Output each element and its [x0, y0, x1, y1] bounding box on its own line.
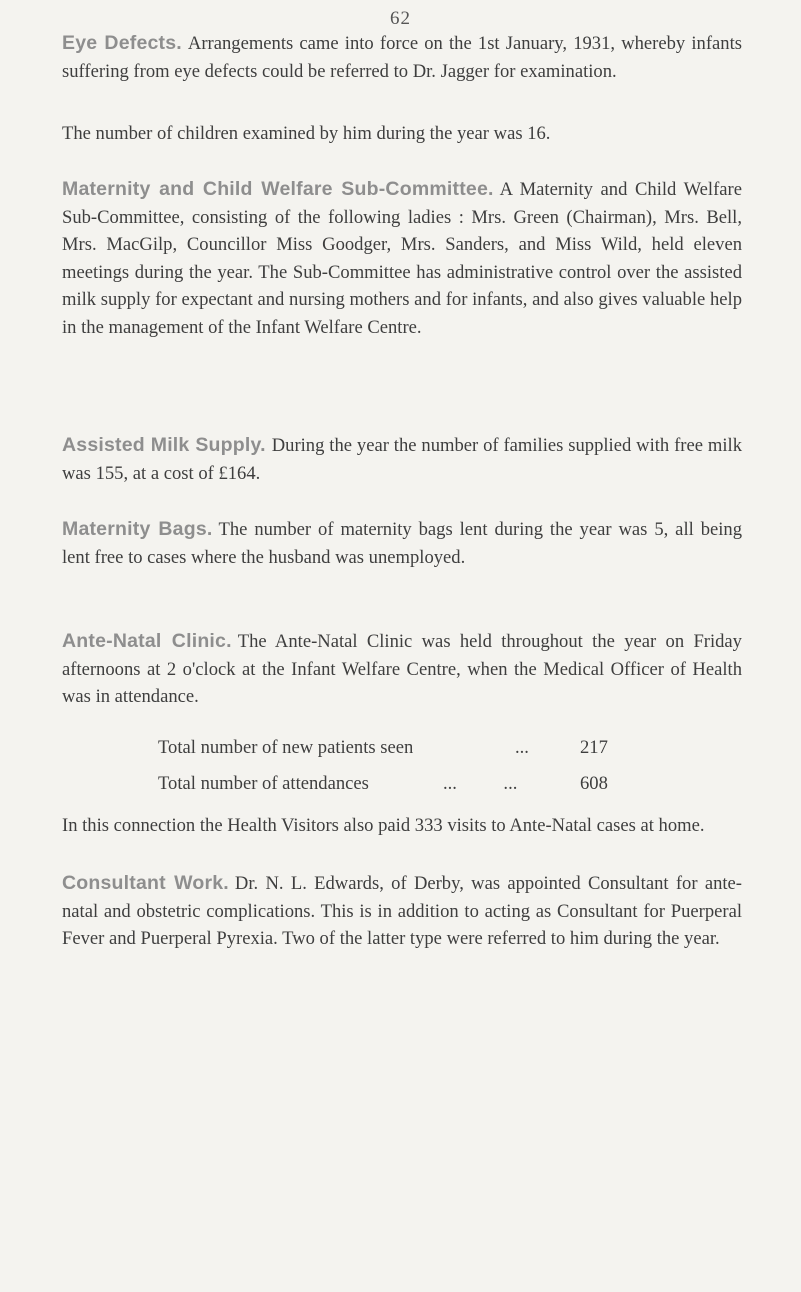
maternity-bags-text: The number of maternity bags lent during the year was 5, all being lent free to cases where the husband was unemployed.	[62, 519, 743, 568]
ante-natal-paragraph	[62, 628, 742, 711]
maternity-welfare-heading: Maternity and Child Welfare Sub-Committee.	[62, 178, 494, 200]
ante-natal-visits-paragraph	[62, 812, 742, 840]
stat-label: Total number of new patients seen	[158, 737, 414, 758]
stat-value: 217	[580, 737, 608, 758]
ante-natal-heading: Ante-Natal Clinic.	[62, 630, 232, 652]
consultant-work-heading: Consultant Work.	[62, 872, 229, 894]
maternity-bags-paragraph	[62, 516, 742, 571]
eye-defects-heading: Eye Defects.	[62, 32, 182, 54]
page-number: 62	[390, 8, 411, 29]
eye-defects-count-paragraph	[62, 120, 742, 148]
ante-natal-text: The Ante-Natal Clinic was held throughout the year on Friday afternoons at 2 o'clock at the Infant Welfare Centre, when the Medical Officer of Health was in attendance.	[62, 631, 742, 708]
consultant-work-text: Dr. N. L. Edwards, of Derby, was appointed Consultant for ante-natal and obstetric complications. This is in addition to acting as Consultant for Puerperal Fever and Puerperal Pyrexia. Two of the latter type were referred to him during the year.	[62, 873, 742, 950]
assisted-milk-heading: Assisted Milk Supply.	[62, 434, 266, 456]
consultant-work-paragraph	[62, 870, 742, 953]
maternity-welfare-text: A Maternity and Child Welfare Sub-Committee, consisting of the following ladies : Mrs. Green (Chairman), Mrs. Bell, Mrs. MacGilp, Councillor Miss Goodger, Mrs. Sanders, and Miss Wild, held eleven meetings during the year. The Sub-Committee has administrative control over the assisted milk supply for expectant and nursing mothers and for infants, and also gives valuable help in the management of the Infant Welfare Centre.	[62, 179, 742, 338]
stat-dots: ... ...	[443, 773, 518, 794]
assisted-milk-text: During the year the number of families supplied with free milk was 155, at a cost of £164.	[62, 435, 742, 484]
maternity-welfare-paragraph	[62, 176, 742, 342]
stat-dots: ...	[515, 737, 529, 758]
ante-natal-visits-text: In this connection the Health Visitors also paid 333 visits to Ante-Natal cases at home.	[62, 815, 705, 836]
maternity-bags-heading: Maternity Bags.	[62, 518, 213, 540]
eye-defects-paragraph	[62, 30, 742, 85]
eye-defects-text: Arrangements came into force on the 1st January, 1931, whereby infants suffering from eye defects could be referred to Dr. Jagger for examination.	[62, 33, 742, 82]
assisted-milk-paragraph	[62, 432, 742, 487]
eye-defects-count-text: The number of children examined by him during the year was 16.	[62, 123, 551, 144]
stat-label: Total number of attendances	[158, 773, 369, 794]
stat-value: 608	[580, 773, 608, 794]
